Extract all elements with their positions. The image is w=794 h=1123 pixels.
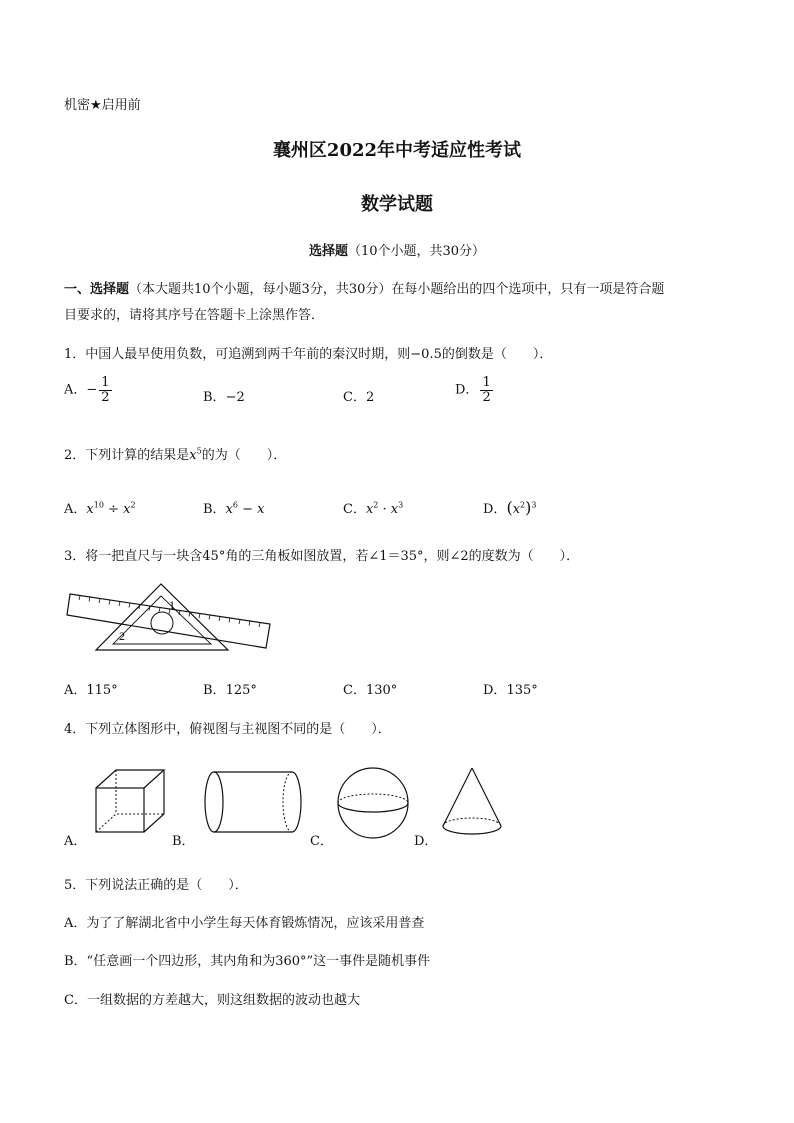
cylinder-right-hidden — [283, 772, 292, 832]
q2-option-c-op: · — [378, 502, 391, 517]
q2-option-b — [203, 498, 265, 517]
q1-option-b — [203, 386, 245, 405]
q3-option-c-label: C． — [343, 683, 366, 698]
q2-option-d — [483, 498, 536, 517]
q3-option-b — [203, 679, 257, 698]
part1-instructions-line1 — [64, 278, 664, 297]
cube-top-edges — [96, 770, 164, 788]
q3-option-b-text: 125° — [225, 683, 257, 698]
triangle-outer — [96, 584, 228, 650]
q2-option-a — [64, 498, 136, 517]
q2-option-b-exp1: 6 — [232, 500, 238, 510]
q2-option-d-close-paren: ) — [525, 498, 532, 517]
q5-stem: 5．下列说法正确的是（ ）． — [64, 878, 248, 893]
q2-option-b-op: − — [238, 502, 258, 517]
q2-option-c-var2: x — [390, 502, 399, 517]
q1-option-a-numerator: 1 — [101, 375, 110, 390]
sphere-equator-back — [338, 794, 408, 803]
q1-option-c — [343, 386, 374, 405]
q1-option-a-denominator: 2 — [101, 389, 110, 405]
q2-stem-var: x — [189, 448, 197, 463]
q1-option-c-label: C． — [343, 390, 366, 405]
q2-option-c-label: C． — [343, 502, 366, 517]
q4-cone-figure — [440, 766, 504, 838]
q2-option-a-op: ÷ — [103, 502, 124, 517]
section-header — [0, 240, 794, 259]
q2-option-b-var1: x — [225, 502, 233, 517]
angle-2-label: 2 — [119, 629, 125, 643]
q4-option-b-label: B． — [172, 834, 195, 849]
q4-stem: 4．下列立体图形中，俯视图与主视图不同的是（ ）． — [64, 722, 391, 737]
q2-stem — [64, 444, 286, 463]
q2-option-d-open-paren: ( — [506, 498, 513, 517]
cone-right-slant — [472, 768, 501, 826]
cone-base-back — [443, 818, 501, 826]
q1-option-d-label: D． — [455, 382, 479, 398]
q1-option-a — [64, 376, 114, 404]
cylinder-left-end — [205, 772, 223, 832]
q5-option-c: C．一组数据的方差越大，则这组数据的波动也越大 — [64, 993, 360, 1008]
part1-instructions-text: （本大题共10个小题，每小题3分，共30分）在每小题给出的四个选项中，只有一项是符合题 — [129, 282, 665, 297]
q4-sphere-figure — [336, 766, 412, 840]
cone-base-front — [443, 826, 501, 834]
q2-option-d-label: D． — [483, 502, 507, 517]
q3-option-d-label: D． — [483, 683, 507, 698]
cone-left-slant — [443, 768, 472, 826]
q3-option-c-text: 130° — [365, 683, 398, 698]
sphere-outline — [338, 768, 408, 838]
q1-option-d-fraction — [480, 376, 492, 404]
cylinder-right-visible — [292, 772, 301, 832]
section-name: 选择题 — [308, 244, 348, 259]
q2-option-a-var1: x — [86, 502, 94, 517]
q2-option-d-var: x — [512, 502, 521, 517]
q1-option-c-text: 2 — [365, 390, 375, 405]
q4-cube-figure — [94, 768, 166, 834]
q1-option-a-label: A． — [64, 382, 87, 398]
q2-option-a-var2: x — [123, 502, 131, 517]
q3-ruler-triangle-figure — [68, 582, 278, 654]
q4-option-a-label: A． — [64, 834, 87, 849]
q3-option-d — [483, 679, 538, 698]
q2-option-c-var1: x — [365, 502, 374, 517]
q3-option-a-label: A． — [64, 683, 87, 698]
q2-option-b-var2: x — [257, 502, 265, 517]
q2-option-c — [343, 498, 403, 517]
q5-option-b: B．“任意画一个四边形，其内角和为360°”这一事件是随机事件 — [64, 954, 431, 969]
q2-stem-post: 的为（ ）． — [201, 448, 287, 463]
q3-option-c — [343, 679, 397, 698]
section-note: （10个小题，共30分） — [347, 244, 486, 259]
q1-option-b-label: B． — [203, 390, 226, 405]
q1-option-b-text: −2 — [225, 390, 245, 405]
q3-option-b-label: B． — [203, 683, 226, 698]
q1-option-d — [455, 376, 495, 404]
q2-option-c-exp2: 3 — [398, 500, 404, 510]
q1-option-d-numerator: 1 — [482, 375, 491, 390]
q4-option-d-label: D． — [414, 834, 438, 849]
q3-option-a — [64, 679, 118, 698]
confidential-label: 机密★启用前 — [64, 98, 141, 113]
q2-option-a-exp1: 10 — [93, 500, 104, 510]
sphere-equator-front — [338, 803, 408, 812]
part1-instructions-line2: 目要求的，请将其序号在答题卡上涂黑作答． — [64, 308, 325, 323]
q2-stem-exp: 5 — [196, 446, 202, 456]
q4-cylinder-figure — [204, 770, 304, 834]
q2-option-a-exp2: 2 — [130, 500, 136, 510]
part1-heading: 一、选择题 — [64, 282, 130, 297]
angle-1-label: 1 — [169, 598, 175, 612]
q2-option-b-label: B． — [203, 502, 226, 517]
q3-option-d-text: 135° — [506, 683, 538, 698]
q1-option-a-sign: − — [86, 382, 98, 398]
q1-option-a-fraction — [99, 376, 111, 404]
q5-option-a: A．为了了解湖北省中小学生每天体育锻炼情况，应该采用普查 — [64, 916, 425, 931]
q1-stem: 1．中国人最早使用负数，可追溯到两千年前的秦汉时期，则−0.5的倒数是（ ）． — [64, 347, 553, 362]
exam-title: 襄州区2022年中考适应性考试 — [272, 140, 522, 161]
q2-option-c-exp1: 2 — [373, 500, 379, 510]
q2-option-d-exp2: 3 — [531, 500, 537, 510]
exam-subtitle: 数学试题 — [361, 194, 433, 215]
q2-stem-pre: 2．下列计算的结果是 — [64, 448, 190, 463]
q4-option-c-label: C． — [310, 834, 333, 849]
q2-option-a-label: A． — [64, 502, 87, 517]
q2-option-d-exp1: 2 — [520, 500, 526, 510]
q1-option-d-denominator: 2 — [482, 389, 491, 405]
q3-option-a-text: 115° — [86, 683, 118, 698]
q3-stem: 3．将一把直尺与一块含45°角的三角板如图放置，若∠1＝35°，则∠2的度数为（ ）． — [64, 549, 580, 564]
